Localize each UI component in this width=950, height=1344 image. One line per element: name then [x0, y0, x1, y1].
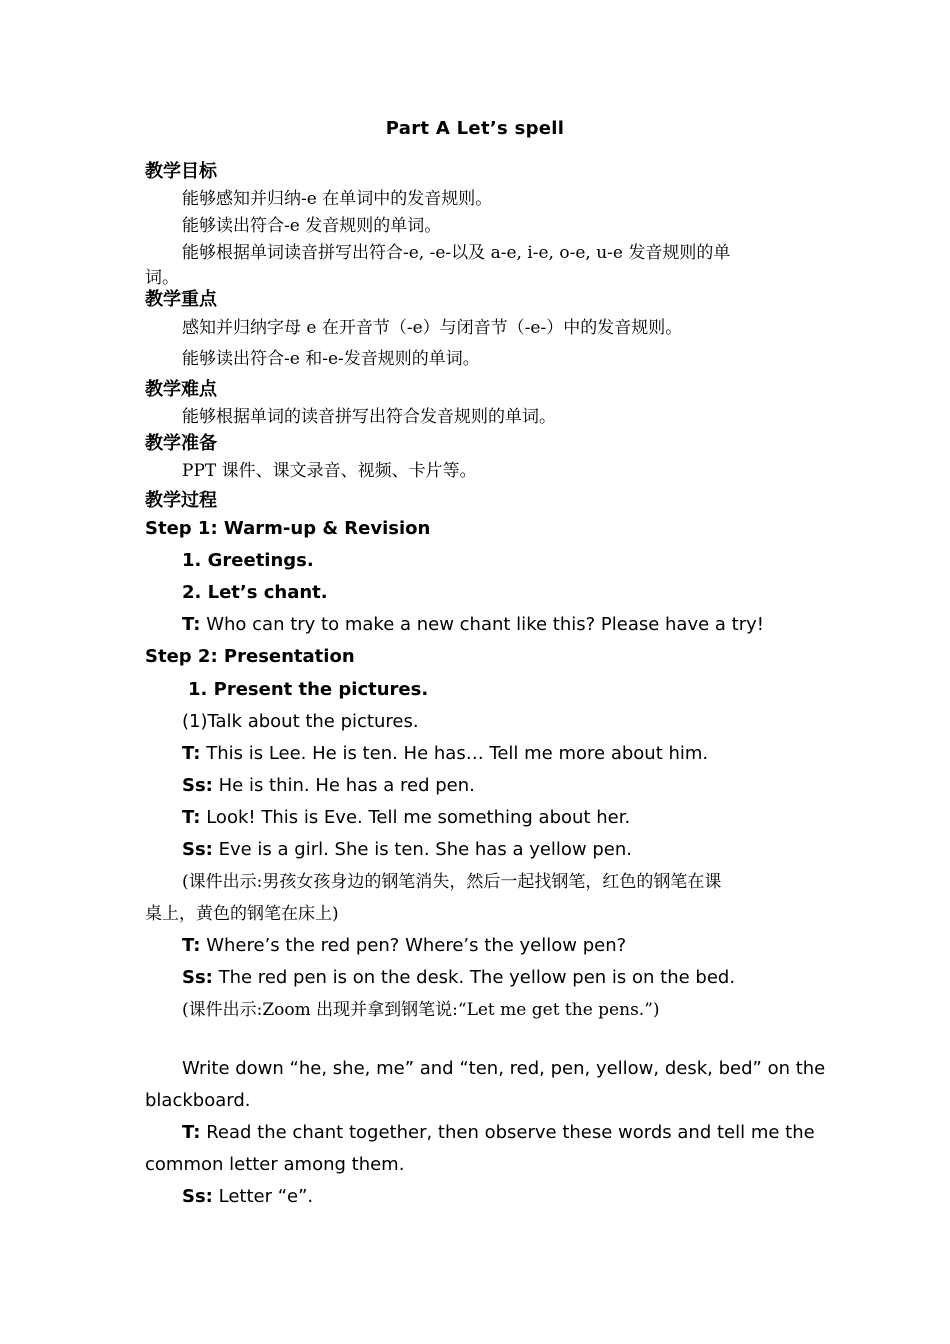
dialogue-text: Where’s the red pen? Where’s the yellow pen? [200, 935, 627, 956]
key-points-heading: 教学重点 [145, 289, 217, 310]
dialogue-line-6 [182, 966, 852, 990]
preparation-heading: 教学准备 [145, 433, 217, 454]
speaker-label: Ss: [182, 967, 213, 988]
objectives-heading: 教学目标 [145, 161, 217, 182]
dialogue-line-2 [182, 774, 852, 798]
courseware-note-1-line2: 桌上，黄色的钢笔在床上) [145, 904, 339, 924]
objective-2: 能够读出符合-e 发音规则的单词。 [182, 216, 442, 236]
process-heading: 教学过程 [145, 490, 217, 511]
dialogue-line-7 [182, 1121, 852, 1145]
objective-3-line2: 词。 [145, 268, 179, 288]
difficulties-heading: 教学难点 [145, 379, 217, 400]
dialogue-text: Read the chant together, then observe these words and tell me the [200, 1122, 815, 1143]
dialogue-text: Letter “e”. [212, 1186, 314, 1207]
step1-teacher-line [182, 613, 852, 637]
step1-title: Step 1: Warm-up & Revision [145, 518, 431, 539]
step2-sub-1: (1)Talk about the pictures. [182, 711, 419, 732]
preparation-1: PPT 课件、课文录音、视频、卡片等。 [182, 461, 477, 481]
write-instruction-line1: Write down “he, she, me” and “ten, red, pen, yellow, desk, bed” on the [182, 1058, 826, 1079]
speaker-label: T: [182, 935, 201, 956]
objective-3-line1: 能够根据单词读音拼写出符合-e, -e-以及 a-e, i-e, o-e, u-e 发音规则的单 [182, 243, 731, 263]
courseware-note-1-line1: (课件出示:男孩女孩身边的钢笔消失，然后一起找钢笔，红色的钢笔在课 [182, 872, 722, 892]
speaker-label: Ss: [182, 839, 213, 860]
speaker-label: T: [182, 1122, 201, 1143]
dialogue-text: Eve is a girl. She is ten. She has a yellow pen. [212, 839, 633, 860]
key-point-1: 感知并归纳字母 e 在开音节（-e）与闭音节（-e-）中的发音规则。 [182, 318, 683, 338]
speaker-label: T: [182, 743, 201, 764]
dialogue-text: Look! This is Eve. Tell me something about her. [200, 807, 631, 828]
write-instruction-line2: blackboard. [145, 1090, 251, 1111]
dialogue-line-4 [182, 838, 852, 862]
objective-1: 能够感知并归纳-e 在单词中的发音规则。 [182, 189, 493, 209]
dialogue-line-7-cont: common letter among them. [145, 1154, 405, 1175]
dialogue-text: This is Lee. He is ten. He has… Tell me more about him. [200, 743, 709, 764]
speaker-label: Ss: [182, 775, 213, 796]
speaker-label: Ss: [182, 1186, 213, 1207]
dialogue-line-1 [182, 742, 852, 766]
dialogue-text: The red pen is on the desk. The yellow pen is on the bed. [212, 967, 736, 988]
step1-item-1: 1. Greetings. [182, 550, 314, 571]
difficulty-1: 能够根据单词的读音拼写出符合发音规则的单词。 [182, 407, 556, 427]
dialogue-line-8 [182, 1185, 852, 1209]
dialogue-line-3 [182, 806, 852, 830]
step2-title: Step 2: Presentation [145, 646, 355, 667]
dialogue-text: Who can try to make a new chant like this? Please have a try! [200, 614, 764, 635]
courseware-note-2: (课件出示:Zoom 出现并拿到钢笔说:“Let me get the pens.”) [182, 1000, 660, 1020]
dialogue-line-5 [182, 934, 852, 958]
speaker-label: T: [182, 614, 201, 635]
speaker-label: T: [182, 807, 201, 828]
document-title: Part A Let’s spell [385, 118, 565, 139]
step2-item-1: 1. Present the pictures. [188, 679, 429, 700]
step1-item-2: 2. Let’s chant. [182, 582, 328, 603]
dialogue-text: He is thin. He has a red pen. [212, 775, 475, 796]
key-point-2: 能够读出符合-e 和-e-发音规则的单词。 [182, 349, 480, 369]
